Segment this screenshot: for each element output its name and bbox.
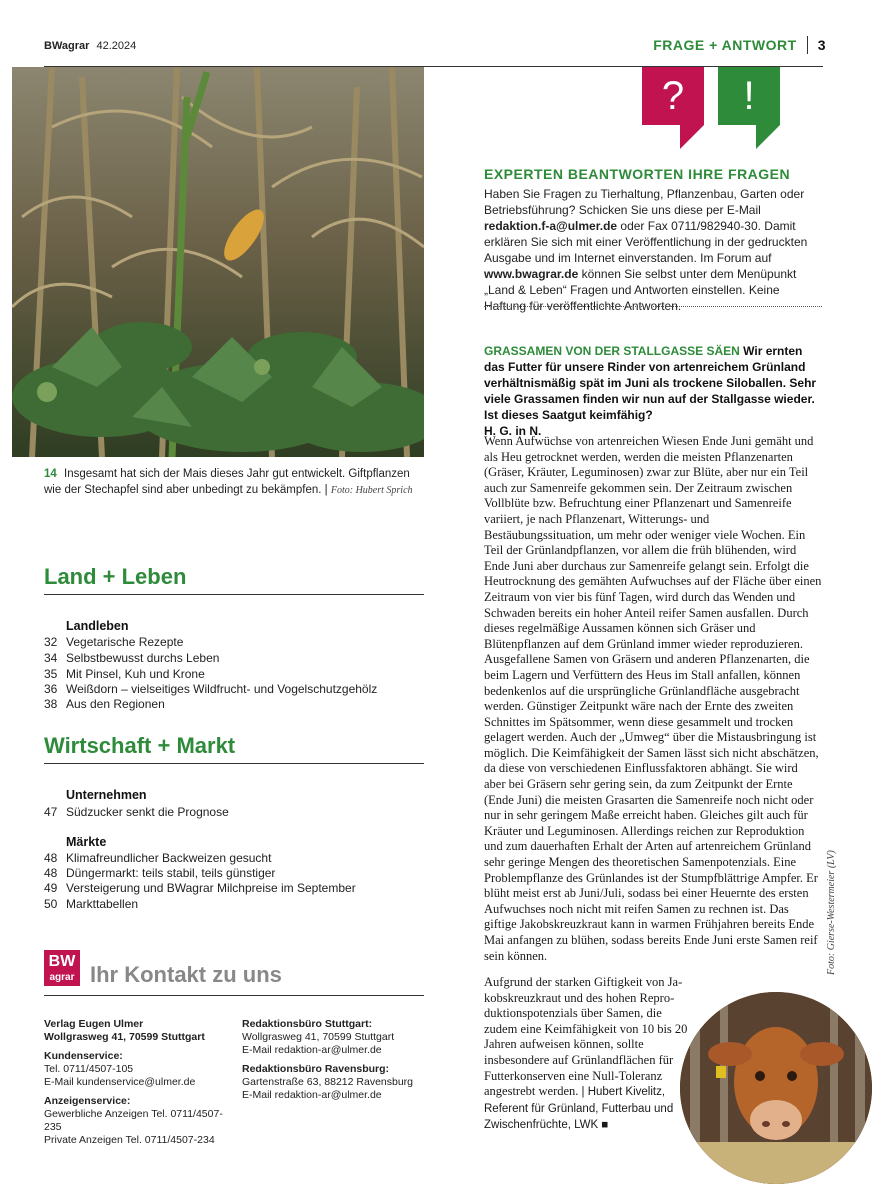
question-author: H. G. in N. xyxy=(484,424,542,438)
experts-heading: EXPERTEN BEANTWORTEN IHRE FRAGEN xyxy=(484,166,791,182)
publisher-address: Wollgrasweg 41, 70599 Stuttgart xyxy=(44,1031,205,1043)
contact-left-column xyxy=(44,1018,234,1147)
cow-photo xyxy=(680,992,872,1184)
caption-text: Insgesamt hat sich der Mais dieses Jahr gut entwickelt. Giftpflanzen wie der Stechapfel sind aber unbedingt zu bekämpfen. | xyxy=(44,468,410,496)
toc-item-label: Düngermarkt: teils stabil, teils günstiger xyxy=(66,866,276,880)
page-header-right xyxy=(653,36,826,54)
experts-website-link[interactable]: www.bwagrar.de xyxy=(484,267,579,281)
toc-item[interactable] xyxy=(44,851,271,865)
section-label: FRAGE + ANTWORT xyxy=(653,37,797,53)
page-header-left xyxy=(44,40,136,52)
exclamation-mark-icon: ! xyxy=(718,67,780,125)
toc-item-label: Aus den Regionen xyxy=(66,697,165,711)
toc-item-page: 32 xyxy=(44,635,58,649)
toc-item-label: Versteigerung und BWagrar Milchpreise im September xyxy=(66,881,356,895)
customer-service-phone[interactable]: Tel. 0711/4507-105 xyxy=(44,1063,134,1075)
answer-text-continued xyxy=(484,975,689,1134)
toc-item-page: 48 xyxy=(44,866,58,880)
office-ravensburg-email[interactable]: E-Mail redaktion-ar@ulmer.de xyxy=(242,1089,382,1101)
publisher-name: Verlag Eugen Ulmer xyxy=(44,1018,144,1030)
toc-item-label: Weißdorn – vielseitiges Wildfrucht- und Vogelschutzgehölz xyxy=(66,682,378,696)
issue-number: 42.2024 xyxy=(96,40,137,52)
page-number: 3 xyxy=(817,37,826,53)
toc-subheading-landleben: Landleben xyxy=(66,619,129,633)
toc-section-rule xyxy=(44,763,424,764)
corn-field-illustration xyxy=(12,67,424,457)
toc-section-title-wirtschaft-markt: Wirtschaft + Markt xyxy=(44,733,236,758)
customer-service-heading: Kundenservice: xyxy=(44,1050,123,1062)
toc-item-page: 50 xyxy=(44,897,58,911)
question-mark-icon: ? xyxy=(642,67,704,125)
question-kicker: GRASSAMEN VON DER STALLGASSE SÄEN xyxy=(484,344,740,358)
toc-item-page: 48 xyxy=(44,851,58,865)
toc-item[interactable] xyxy=(44,635,183,649)
ad-service-heading: Anzeigenservice: xyxy=(44,1095,131,1107)
answer-signature: | Hubert Kivelitz, Referent für Grünland, Futterbau und Zwischenfrüchte, LWK xyxy=(484,1086,674,1132)
contact-title: Ihr Kontakt zu uns xyxy=(90,962,282,987)
caption-number: 14 xyxy=(44,468,57,480)
logo-text-top: BW xyxy=(48,953,76,970)
reader-question xyxy=(484,343,822,439)
experts-text-1: Haben Sie Fragen zu Tierhaltung, Pflanzenbau, Garten oder Betriebsführung? Schicken Sie uns diese per E-Mail xyxy=(484,187,805,217)
bwagrar-logo xyxy=(44,950,80,986)
toc-item-page: 49 xyxy=(44,881,58,895)
experts-body xyxy=(484,186,822,314)
office-stuttgart-heading: Redaktionsbüro Stuttgart: xyxy=(242,1018,373,1030)
customer-service-email[interactable]: E-Mail kundenservice@ulmer.de xyxy=(44,1076,196,1088)
toc-item[interactable] xyxy=(44,651,219,665)
experts-text-2: oder Fax 0711/982940-30. Damit erklären Sie sich mit einer Veröffentlichung in der gedruckten Ausgabe und im Internet einverstanden. Im Forum auf xyxy=(484,219,808,265)
cow-illustration xyxy=(680,992,872,1184)
question-text: Wir ernten das Futter für unsere Rinder von artenreichem Grünland verhältnismäßig spät im Juni als trockene Siloballen. Sehr viele Grassamen finden wir nun auf der Stallgasse wieder. Ist dieses Saatgut keimfähig? xyxy=(484,344,817,422)
answer-bubble-tail xyxy=(756,125,780,149)
toc-item-label: Mit Pinsel, Kuh und Krone xyxy=(66,667,205,681)
toc-item[interactable] xyxy=(44,697,165,711)
toc-item-label: Klimafreundlicher Backweizen gesucht xyxy=(66,851,272,865)
caption-credit: Foto: Hubert Sprich xyxy=(330,485,413,496)
photo-caption xyxy=(44,466,424,499)
experts-email-link[interactable]: redaktion.f-a@ulmer.de xyxy=(484,219,618,233)
toc-item-label: Südzucker senkt die Prognose xyxy=(66,805,229,819)
end-mark: ■ xyxy=(601,1119,609,1132)
answer-text: Wenn Aufwüchse von artenreichen Wiesen Ende Juni gemäht und als Heu getrocknet werden, werden die meisten Pflanzenarten (Gräser, Kräuter, Leguminosen) zwar zur Blüte, aber nur ein Teil auch zur Samenreife gekommen sein. Der Zeitraum zwischen Vollblüte bzw. Befruchtung einer Pflanzenart und Samenreife variiert, je nach Pflanzenart, Witterungs- und Bestäubungssituation, um mehr oder weniger viele Wochen. Ein Teil der Grünlandpflanzen, vor allem die früh blühenden, wird Ende Juni aber durchaus zur Samenreife gelangt sein. Erfolgt die Heutrocknung des gemähten Aufwuchses auf der Fläche über einen Zeitraum von vier bis fünf Tagen, wird durch das Wenden und Schwaden bereits ein hoher Anteil reifer Samen ausfallen. Durch dieses regelmäßige Aussamen können sich Gräser und Blütenpflanzen auf dem Grünland immer wieder reproduzieren. Ausgefallene Samen von Gräsern und anderen Pflanzenarten, die beim Lagern und Verfüttern des Heus im Stall anfallen, können bedenkenlos auf die ursprüngliche Grünlandfläche ausgebracht werden. Günstiger Zeitpunkt wäre nach der Ernte des zweiten Schnittes im Spätsommer, wenn diese gesammelt und trocken gelagert werden. Auch der „Umweg“ über die Mistausbringung ist möglich. Die Keimfähigkeit der Samen lässt sich nicht abschätzen, da diese von verschiedenen Einflussfaktoren abhängt. Sie wird aber bei Gräsern sehr gering sein, da zum Zeitpunkt der Ernte (Ende Juni) die meisten Grasarten die Samenreife noch nicht oder nur in sehr geringem Maße erreicht haben. Gleiches gilt auch für Kräuter und Leguminosen. Allerdings reichen zur Reproduktion und zum dauerhaften Erhalt der Arten auf artenreichem Grünland sehr geringe Mengen des theoretischen Samenpotenzials. Eine Problempflanze des Grünlandes ist der Stumpfblättrige Ampfer. Er blüht meist erst ab Juni/Juli, sodass bei einer Heuernte des ersten Aufwuchses noch nicht mit reifen Samen zu rechnen ist. Das giftige Jakobskreuzkraut kann in warmen Frühjahren bereits Ende Mai anfangen zu blühen, sodass bereits Ende Juni erste Samen reif sein können. xyxy=(484,434,822,963)
business-ads-phone[interactable]: Gewerbliche Anzeigen Tel. 0711/4507-235 xyxy=(44,1108,223,1133)
toc-item[interactable] xyxy=(44,897,138,911)
experts-text-3: können Sie selbst unter dem Menüpunkt „Land & Leben“ Fragen und Antworten einstellen. Keine Haftung für veröffentlichte Antworten. xyxy=(484,267,797,313)
contact-rule xyxy=(44,995,424,996)
magazine-name: BWagrar xyxy=(44,40,90,52)
toc-item-page: 35 xyxy=(44,667,58,681)
toc-item-page: 38 xyxy=(44,697,58,711)
contact-right-column xyxy=(242,1018,422,1102)
toc-item[interactable] xyxy=(44,667,205,681)
toc-item-label: Markttabellen xyxy=(66,897,139,911)
toc-item[interactable] xyxy=(44,682,377,696)
toc-item-page: 47 xyxy=(44,805,58,819)
answer-tail-text: Aufgrund der starken Giftigkeit von Jakobskreuzkraut und des hohen Reproduktionspotenzials über Samen, die zudem eine Keimfähigkeit von 10 bis 20 Jahren aufweisen können, sollte insbesondere auf Grünlandflächen für Futterkonserven eine Null-Toleranz angestrebt werden. xyxy=(484,975,688,1099)
office-stuttgart-email[interactable]: E-Mail redaktion-ar@ulmer.de xyxy=(242,1044,382,1056)
toc-item-label: Selbstbewusst durchs Leben xyxy=(66,651,220,665)
question-bubble-tail xyxy=(680,125,704,149)
office-ravensburg-address: Gartenstraße 63, 88212 Ravensburg xyxy=(242,1076,414,1088)
toc-item-page: 34 xyxy=(44,651,58,665)
cow-photo-credit: Foto: Gierse-Westermeier (LV) xyxy=(826,850,837,975)
toc-section-rule xyxy=(44,594,424,595)
office-stuttgart-address: Wollgrasweg 41, 70599 Stuttgart xyxy=(242,1031,395,1043)
private-ads-phone[interactable]: Private Anzeigen Tel. 0711/4507-234 xyxy=(44,1134,215,1146)
toc-item-page: 36 xyxy=(44,682,58,696)
toc-subheading-unternehmen: Unternehmen xyxy=(66,788,147,802)
toc-subheading-maerkte: Märkte xyxy=(66,835,107,849)
toc-item-label: Vegetarische Rezepte xyxy=(66,635,184,649)
toc-item[interactable] xyxy=(44,881,356,895)
corn-field-photo xyxy=(12,67,424,457)
header-separator xyxy=(807,36,808,54)
toc-item[interactable] xyxy=(44,866,275,880)
toc-section-title-land-leben: Land + Leben xyxy=(44,564,187,589)
office-ravensburg-heading: Redaktionsbüro Ravensburg: xyxy=(242,1063,390,1075)
toc-item[interactable] xyxy=(44,805,229,819)
dotted-divider xyxy=(484,306,822,307)
logo-text-bottom: agrar xyxy=(49,972,75,983)
